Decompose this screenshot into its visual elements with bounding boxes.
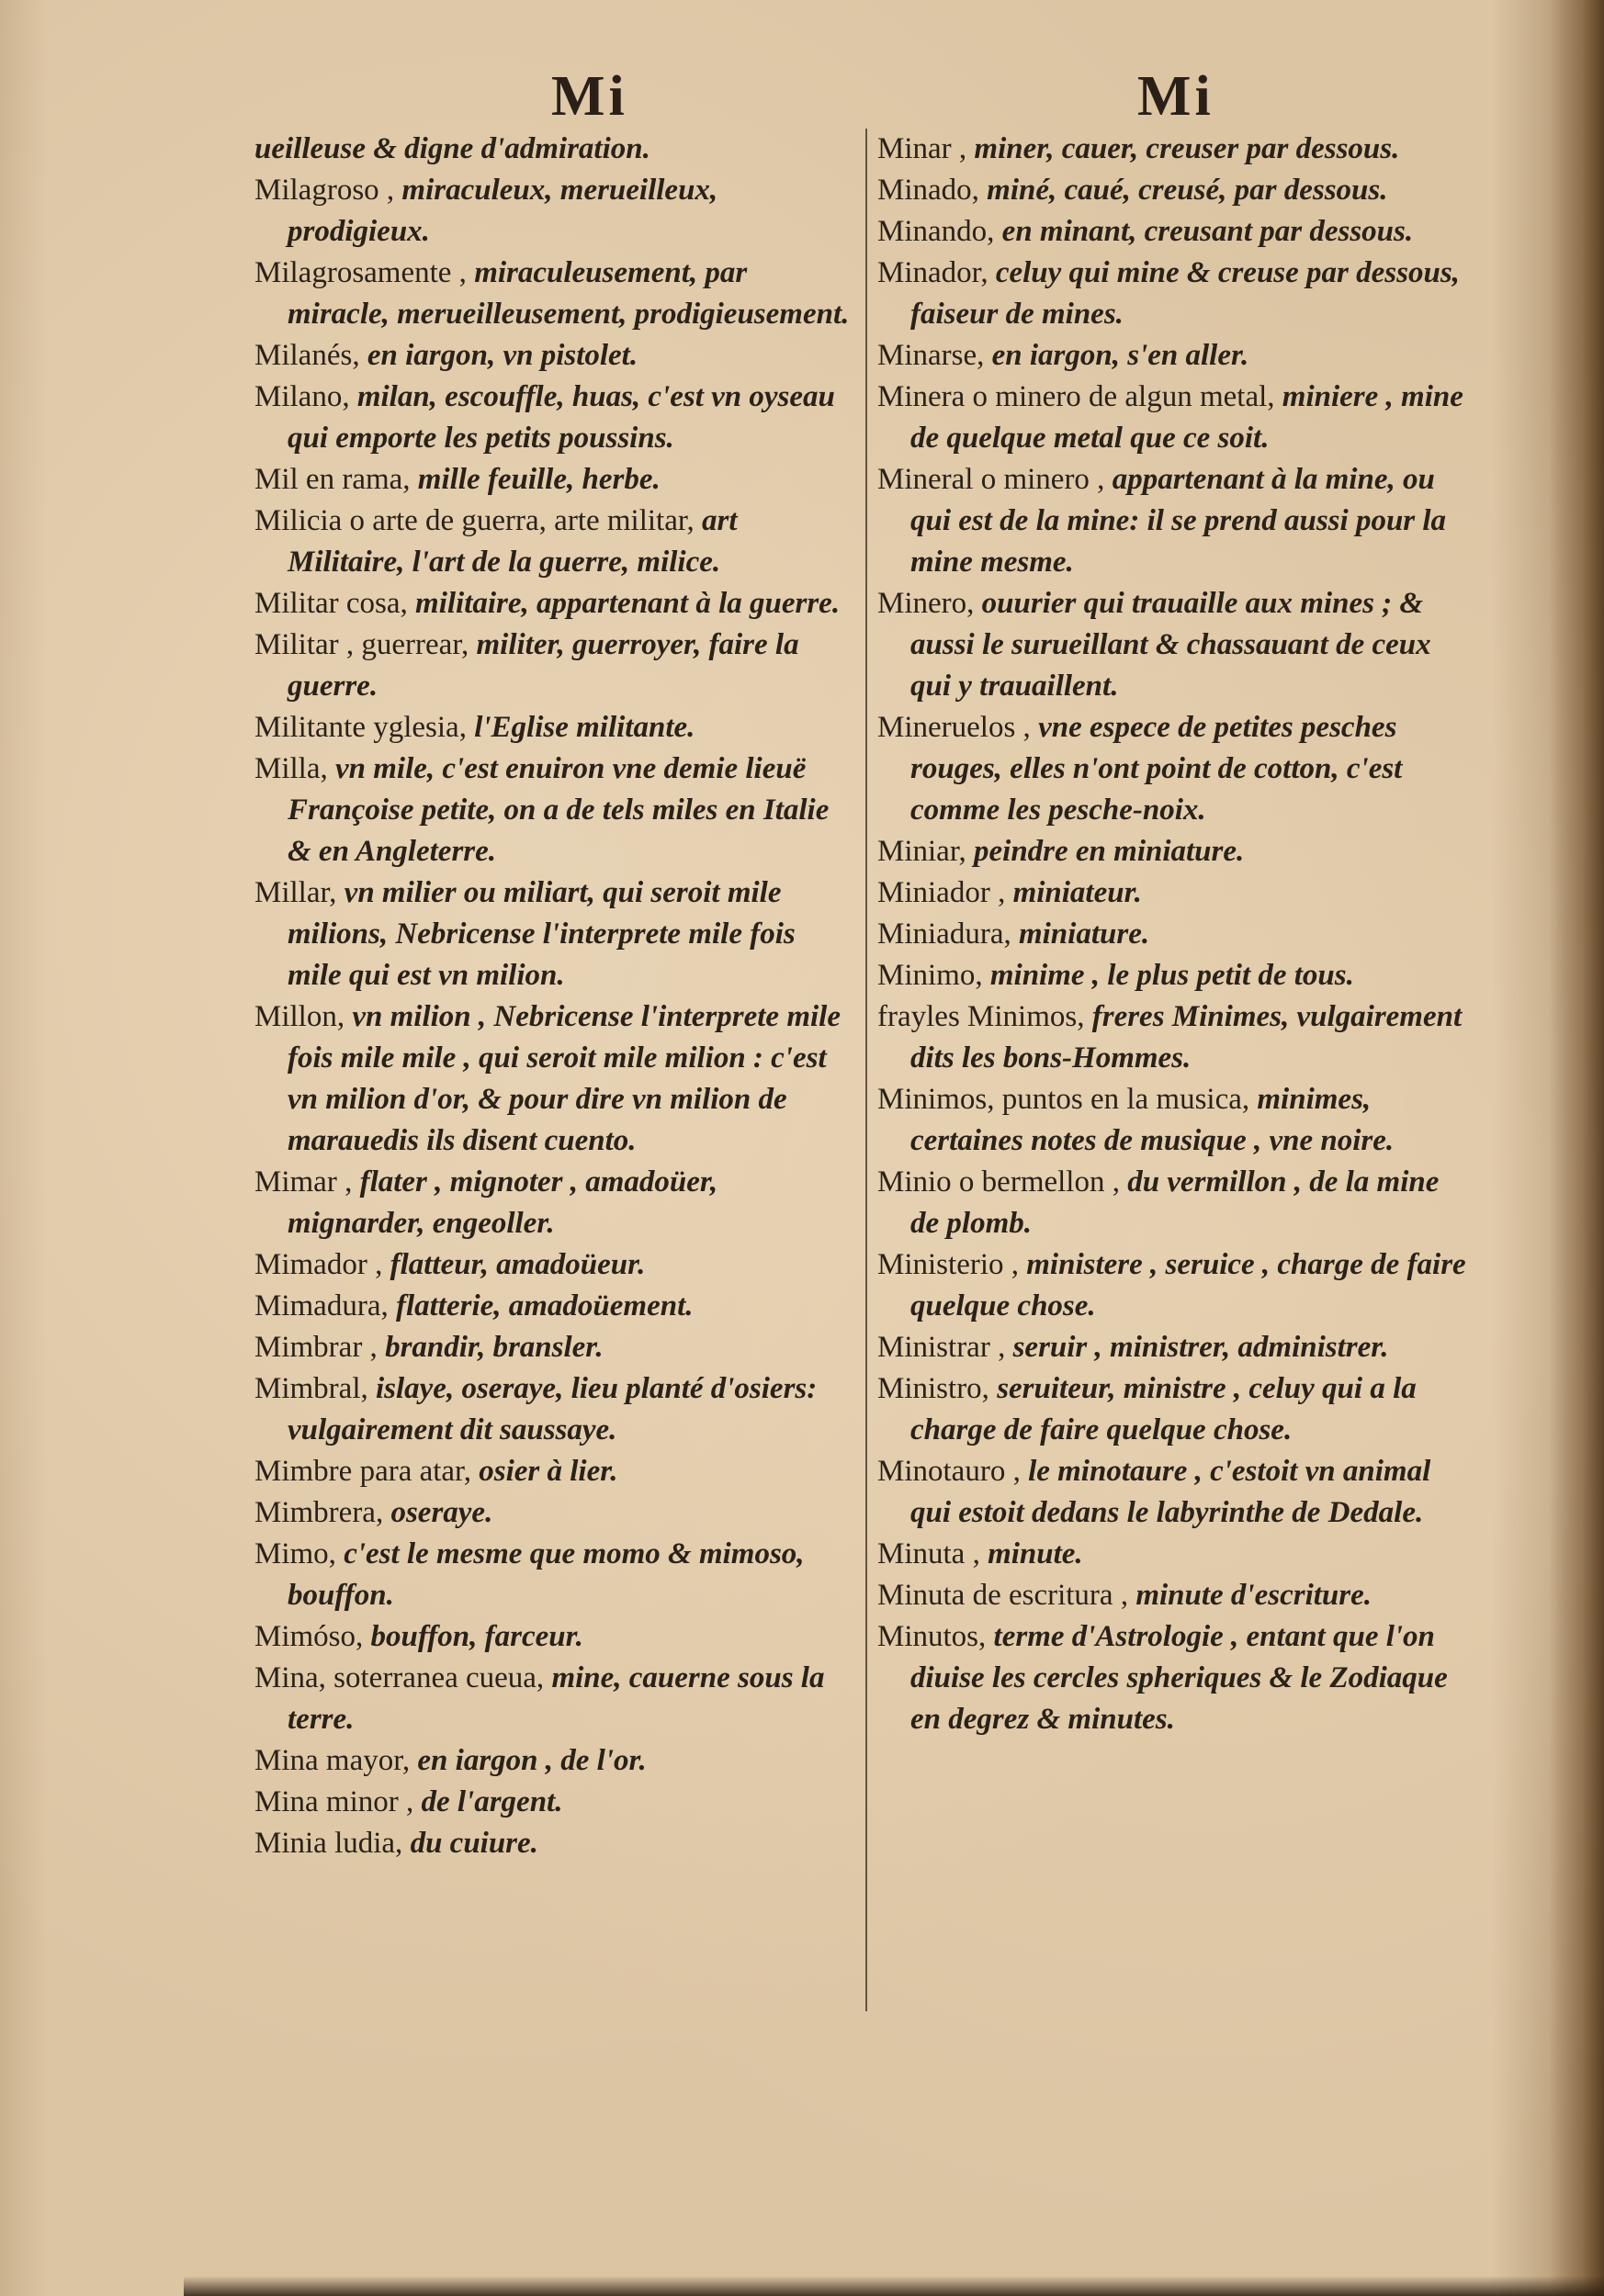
dictionary-entry bbox=[877, 1616, 1467, 1740]
entry-definition: mine, cauerne sous la terre. bbox=[288, 1661, 825, 1736]
dictionary-entry bbox=[877, 707, 1467, 831]
dictionary-entry bbox=[254, 583, 852, 625]
entry-headword: Mil en rama, bbox=[254, 463, 411, 496]
entry-definition: flater , mignoter , amadoüer, mignarder, engeoller. bbox=[288, 1165, 718, 1240]
entry-headword: Minia ludia, bbox=[254, 1827, 403, 1860]
dictionary-entry bbox=[254, 1616, 852, 1658]
entry-headword: Minado, bbox=[877, 174, 979, 207]
dictionary-entry bbox=[254, 707, 852, 748]
dictionary-entry bbox=[254, 1286, 852, 1327]
entry-headword: Minera o minero de algun metal, bbox=[877, 380, 1275, 413]
entry-headword: Ministrar , bbox=[877, 1331, 1006, 1364]
dictionary-entry bbox=[877, 996, 1467, 1079]
entry-headword: Ministro, bbox=[877, 1372, 989, 1405]
dictionary-entry bbox=[877, 335, 1467, 377]
entry-definition: minimes, certaines notes de musique , vne noire. bbox=[910, 1083, 1395, 1157]
page-edge-shadow bbox=[184, 2276, 1604, 2296]
dictionary-entry bbox=[254, 1782, 852, 1823]
dictionary-entry bbox=[877, 583, 1467, 707]
entry-headword: Minador, bbox=[877, 256, 988, 289]
entry-definition: brandir, bransler. bbox=[385, 1331, 604, 1364]
dictionary-entry bbox=[877, 914, 1467, 955]
dictionary-entry bbox=[877, 1327, 1467, 1368]
entry-definition: vn milier ou miliart, qui seroit mile milions, Nebricense l'interprete mile fois mile qui est vn milion. bbox=[288, 876, 796, 992]
dictionary-entry bbox=[254, 1823, 852, 1864]
entry-headword: Militar , guerrear, bbox=[254, 628, 469, 661]
dictionary-entry bbox=[254, 748, 852, 872]
entry-headword: Milano, bbox=[254, 380, 350, 413]
entry-headword: Militar cosa, bbox=[254, 587, 408, 620]
dictionary-entry bbox=[877, 1534, 1467, 1575]
entry-definition: militaire, appartenant à la guerre. bbox=[415, 587, 841, 620]
entry-definition: miniature. bbox=[1018, 917, 1150, 951]
dictionary-entry bbox=[254, 1740, 852, 1782]
entry-headword: Minuta de escritura , bbox=[877, 1579, 1129, 1612]
running-head-right: Mi bbox=[1137, 65, 1214, 128]
entry-headword: Minarse, bbox=[877, 339, 985, 372]
entry-definition: art Militaire, l'art de la guerre, milice. bbox=[288, 504, 738, 579]
entry-definition: le minotaure , c'estoit vn animal qui estoit dedans le labyrinthe de Dedale. bbox=[910, 1455, 1431, 1529]
dictionary-entry bbox=[254, 625, 852, 707]
entry-definition: en iargon, vn pistolet. bbox=[367, 339, 638, 372]
dictionary-entry bbox=[877, 872, 1467, 914]
entry-headword: Milicia o arte de guerra, arte militar, bbox=[254, 504, 695, 537]
entry-definition: flatterie, amadoüement. bbox=[395, 1289, 694, 1322]
dictionary-entry bbox=[254, 1658, 852, 1740]
dictionary-entry bbox=[254, 1534, 852, 1616]
entry-definition: celuy qui mine & creuse par dessous, faiseur de mines. bbox=[910, 256, 1460, 331]
dictionary-entry bbox=[254, 1492, 852, 1534]
entry-definition: miraculeusement, par miracle, merueilleusement, prodigieusement. bbox=[288, 256, 850, 331]
entry-headword: Mimar , bbox=[254, 1165, 353, 1199]
entry-headword: Milagroso , bbox=[254, 174, 395, 207]
dictionary-entry bbox=[254, 1244, 852, 1286]
entry-definition: vne espece de petites pesches rouges, elles n'ont point de cotton, c'est comme les pesche-noix. bbox=[910, 711, 1403, 827]
entry-definition: c'est le mesme que momo & mimoso, bouffon. bbox=[288, 1537, 805, 1612]
entry-definition: du vermillon , de la mine de plomb. bbox=[910, 1165, 1440, 1240]
dictionary-entry bbox=[254, 872, 852, 996]
entry-definition: miniere , mine de quelque metal que ce soit. bbox=[910, 380, 1463, 455]
entry-headword: Minando, bbox=[877, 215, 995, 248]
dictionary-entry bbox=[877, 211, 1467, 253]
entry-headword: Mimadura, bbox=[254, 1289, 389, 1322]
dictionary-entry bbox=[254, 1451, 852, 1492]
entry-definition: seruiteur, ministre , celuy qui a la charge de faire quelque chose. bbox=[910, 1372, 1417, 1446]
dictionary-entry bbox=[877, 253, 1467, 335]
dictionary-entry bbox=[254, 1327, 852, 1368]
entry-definition: seruir , ministrer, administrer. bbox=[1012, 1331, 1389, 1364]
entry-headword: Millar, bbox=[254, 876, 337, 909]
dictionary-entry bbox=[877, 1162, 1467, 1244]
dictionary-entry bbox=[254, 1368, 852, 1451]
entry-definition: osier à lier. bbox=[479, 1455, 618, 1488]
entry-headword: Milagrosamente , bbox=[254, 256, 467, 289]
entry-definition: vn mile, c'est enuiron vne demie lieuë Françoise petite, on a de tels miles en Italie & en Angleterre. bbox=[288, 752, 830, 868]
entry-definition: l'Eglise militante. bbox=[474, 711, 695, 744]
entry-headword: Miniador , bbox=[877, 876, 1006, 909]
entry-definition: miner, cauer, creuser par dessous. bbox=[974, 132, 1400, 165]
entry-headword: Miniadura, bbox=[877, 917, 1011, 951]
dictionary-entry bbox=[877, 1244, 1467, 1327]
entry-headword: Mina minor , bbox=[254, 1785, 414, 1818]
entry-headword: Millon, bbox=[254, 1000, 345, 1033]
dictionary-entry bbox=[877, 459, 1467, 583]
entry-headword: Minero, bbox=[877, 587, 975, 620]
entry-headword: Mina, soterranea cueua, bbox=[254, 1661, 545, 1694]
entry-definition: bouffon, farceur. bbox=[370, 1620, 583, 1653]
entry-definition: ueilleuse & digne d'admiration. bbox=[254, 132, 650, 165]
left-column bbox=[254, 129, 852, 1864]
dictionary-entry bbox=[877, 377, 1467, 459]
entry-headword: Mimóso, bbox=[254, 1620, 364, 1653]
entry-headword: Mina mayor, bbox=[254, 1744, 411, 1777]
entry-definition: en iargon, s'en aller. bbox=[991, 339, 1249, 372]
dictionary-entry bbox=[877, 1575, 1467, 1616]
entry-headword: Ministerio , bbox=[877, 1248, 1019, 1281]
entry-headword: Mimbre para atar, bbox=[254, 1455, 471, 1488]
entry-definition: terme d'Astrologie , entant que l'on diuise les cercles spheriques & le Zodiaque en degrez & minutes. bbox=[910, 1620, 1448, 1736]
dictionary-entry bbox=[254, 501, 852, 583]
entry-definition: islaye, oseraye, lieu planté d'osiers: vulgairement dit saussaye. bbox=[288, 1372, 818, 1446]
binding-shadow bbox=[1549, 0, 1604, 2296]
entry-definition: milan, escouffle, huas, c'est vn oyseau qui emporte les petits poussins. bbox=[288, 380, 835, 455]
dictionary-entry bbox=[254, 129, 852, 170]
entry-headword: Mimo, bbox=[254, 1537, 336, 1570]
column-rule bbox=[865, 129, 867, 2011]
entry-definition: peindre en miniature. bbox=[974, 835, 1245, 868]
entry-headword: frayles Minimos, bbox=[877, 1000, 1085, 1033]
entry-definition: en minant, creusant par dessous. bbox=[1001, 215, 1414, 248]
entry-headword: Minuta , bbox=[877, 1537, 980, 1570]
dictionary-entry bbox=[877, 955, 1467, 996]
entry-definition: minime , le plus petit de tous. bbox=[989, 959, 1354, 992]
dictionary-entry bbox=[254, 170, 852, 253]
entry-headword: Minimo, bbox=[877, 959, 983, 992]
entry-headword: Mimador , bbox=[254, 1248, 383, 1281]
entry-definition: militer, guerroyer, faire la guerre. bbox=[288, 628, 799, 703]
entry-headword: Minotauro , bbox=[877, 1455, 1021, 1488]
entry-headword: Minio o bermellon , bbox=[877, 1165, 1120, 1199]
entry-definition: oseraye. bbox=[390, 1496, 493, 1529]
entry-definition: du cuiure. bbox=[410, 1827, 538, 1860]
entry-definition: minute. bbox=[988, 1537, 1083, 1570]
entry-definition: vn milion , Nebricense l'interprete mile fois mile mile , qui seroit mile milion : c'est vn milion d'or, & pour dire vn milion de marauedis ils disent cuento. bbox=[288, 1000, 841, 1157]
dictionary-entry bbox=[254, 1162, 852, 1244]
entry-headword: Mimbral, bbox=[254, 1372, 368, 1405]
entry-definition: miniateur. bbox=[1012, 876, 1142, 909]
entry-definition: freres Minimes, vulgairement dits les bons-Hommes. bbox=[910, 1000, 1463, 1075]
dictionary-entry bbox=[254, 996, 852, 1162]
entry-headword: Mimbrera, bbox=[254, 1496, 384, 1529]
dictionary-entry bbox=[254, 335, 852, 377]
entry-headword: Milla, bbox=[254, 752, 328, 785]
dictionary-entry bbox=[877, 1451, 1467, 1534]
entry-headword: Miniar, bbox=[877, 835, 966, 868]
dictionary-entry bbox=[877, 831, 1467, 872]
entry-definition: en iargon , de l'or. bbox=[417, 1744, 647, 1777]
entry-headword: Mineruelos , bbox=[877, 711, 1031, 744]
dictionary-entry bbox=[254, 253, 852, 335]
entry-definition: miné, caué, creusé, par dessous. bbox=[987, 174, 1388, 207]
entry-headword: Milanés, bbox=[254, 339, 360, 372]
entry-headword: Militante yglesia, bbox=[254, 711, 467, 744]
entry-headword: Mineral o minero , bbox=[877, 463, 1105, 496]
entry-definition: flatteur, amadoüeur. bbox=[390, 1248, 646, 1281]
entry-headword: Minimos, puntos en la musica, bbox=[877, 1083, 1250, 1116]
entry-definition: minute d'escriture. bbox=[1135, 1579, 1372, 1612]
dictionary-entry bbox=[877, 170, 1467, 211]
running-head-left: Mi bbox=[551, 65, 628, 128]
entry-headword: Minutos, bbox=[877, 1620, 987, 1653]
entry-headword: Mimbrar , bbox=[254, 1331, 378, 1364]
dictionary-entry bbox=[877, 1368, 1467, 1451]
entry-definition: ministere , seruice , charge de faire quelque chose. bbox=[910, 1248, 1466, 1322]
right-column bbox=[877, 129, 1467, 1740]
dictionary-entry bbox=[877, 129, 1467, 170]
dictionary-entry bbox=[254, 377, 852, 459]
entry-definition: appartenant à la mine, ou qui est de la mine: il se prend aussi pour la mine mesme. bbox=[910, 463, 1447, 579]
entry-definition: de l'argent. bbox=[421, 1785, 563, 1818]
dictionary-entry bbox=[877, 1079, 1467, 1162]
entry-definition: ouurier qui trauaille aux mines ; & aussi le surueillant & chassauant de ceux qui y trauaillent. bbox=[910, 587, 1431, 703]
dictionary-entry bbox=[254, 459, 852, 501]
entry-definition: mille feuille, herbe. bbox=[417, 463, 661, 496]
entry-definition: miraculeux, merueilleux, prodigieux. bbox=[288, 174, 718, 248]
entry-headword: Minar , bbox=[877, 132, 967, 165]
